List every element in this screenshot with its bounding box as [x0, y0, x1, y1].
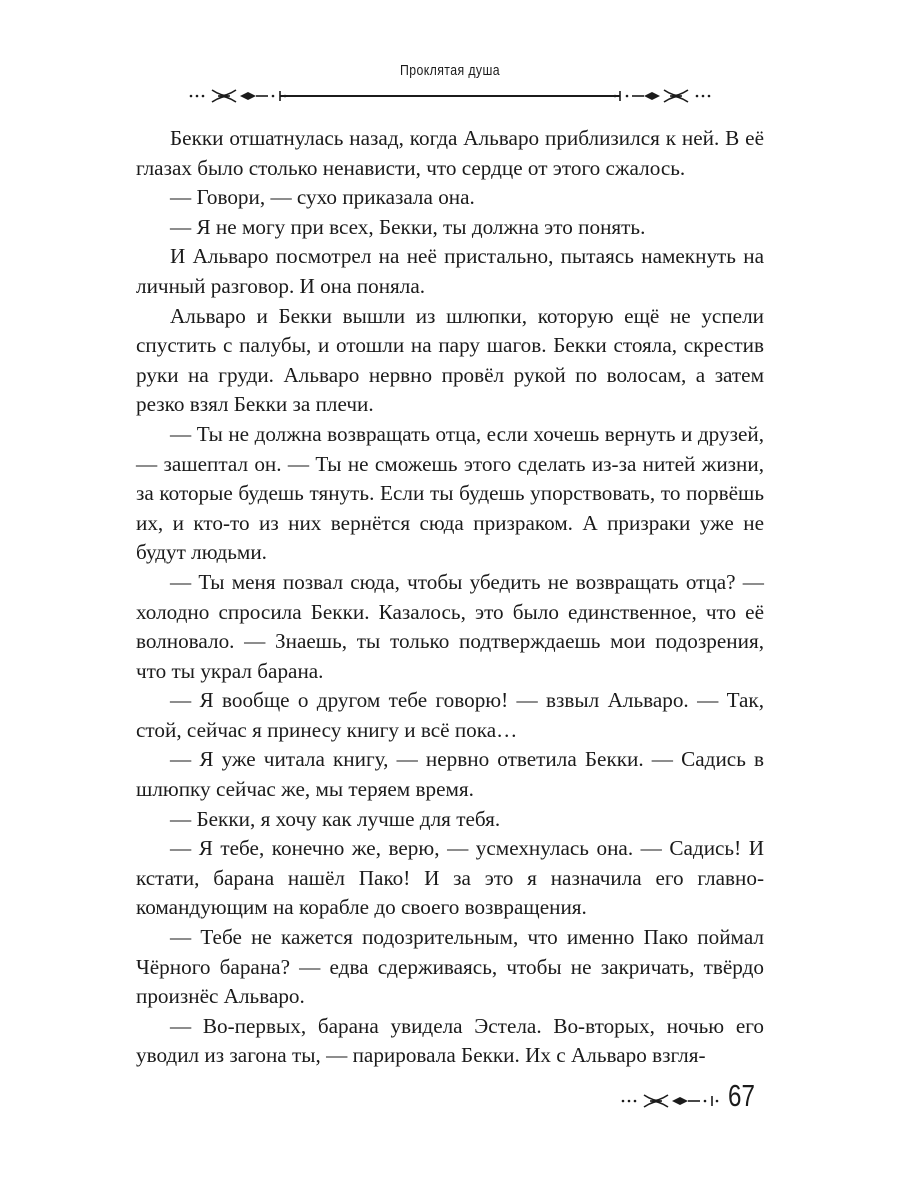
- paragraph: — Тебе не кажется подозрительным, что именно Пако поймал Чёрного барана? — едва сдерживаясь, чтобы не закричать, твёрдо произнёс Альваро.: [136, 925, 764, 1009]
- header-ornament-left-icon: [188, 86, 288, 106]
- footer-ornament-icon: [620, 1090, 720, 1112]
- paragraph: — Я вообще о другом тебе говорю! — взвыл Альваро. — Так, стой, сейчас я принесу книгу и всё пока…: [136, 688, 764, 742]
- paragraph: — Говори, — сухо приказала она.: [170, 185, 475, 210]
- paragraph: И Альваро посмотрел на неё пристально, пытаясь намекнуть на личный разговор. И она поняла.: [136, 244, 764, 298]
- running-head: [188, 62, 712, 106]
- running-title: Проклятая душа: [399, 62, 501, 79]
- paragraph: — Я не могу при всех, Бекки, ты должна это понять.: [170, 214, 646, 239]
- header-rule: [280, 95, 620, 97]
- paragraph: — Во-первых, барана увидела Эстела. Во-вторых, ночью его уводил из загона ты, — парировала Бекки. Их с Альваро взгля-: [136, 1013, 764, 1068]
- body-text: [136, 124, 764, 1071]
- paragraph: — Я тебе, конечно же, верю, — усмехнулась она. — Садись! И кстати, барана нашёл Пако! И за это я назначила его главнокомандующим на корабле до своего возвращения.: [136, 836, 764, 920]
- page-number: 67: [728, 1078, 755, 1113]
- header-ornament-right-icon: [612, 86, 712, 106]
- paragraph: — Ты не должна возвращать отца, если хочешь вернуть и друзей, — зашептал он. — Ты не сможешь этого сделать из-за нитей жизни, за которые будешь тянуть. Если ты будешь упорствовать, то порвёшь их, и кто-то из них вернётся сюда призраком. А призраки уже не будут людьми.: [136, 421, 764, 565]
- paragraph: Бекки отшатнулась назад, когда Альваро приблизился к ней. В её глазах было столько ненависти, что сердце от этого сжалось.: [136, 126, 764, 180]
- paragraph: — Бекки, я хочу как лучше для тебя.: [170, 806, 501, 831]
- paragraph: Альваро и Бекки вышли из шлюпки, которую ещё не успели спустить с палубы, и отошли на пару шагов. Бекки стояла, скрестив руки на груди. Альваро нервно провёл рукой по волосам, а затем резко взял Бекки за плечи.: [136, 303, 764, 417]
- paragraph: — Я уже читала книгу, — нервно ответила Бекки. — Садись в шлюпку сейчас же, мы теряем время.: [136, 747, 764, 802]
- paragraph: — Ты меня позвал сюда, чтобы убедить не возвращать отца? — холодно спросила Бекки. Казалось, это было единственное, что её волновало. — Знаешь, ты только подтверждаешь мои подозрения, что ты украл барана.: [136, 569, 764, 683]
